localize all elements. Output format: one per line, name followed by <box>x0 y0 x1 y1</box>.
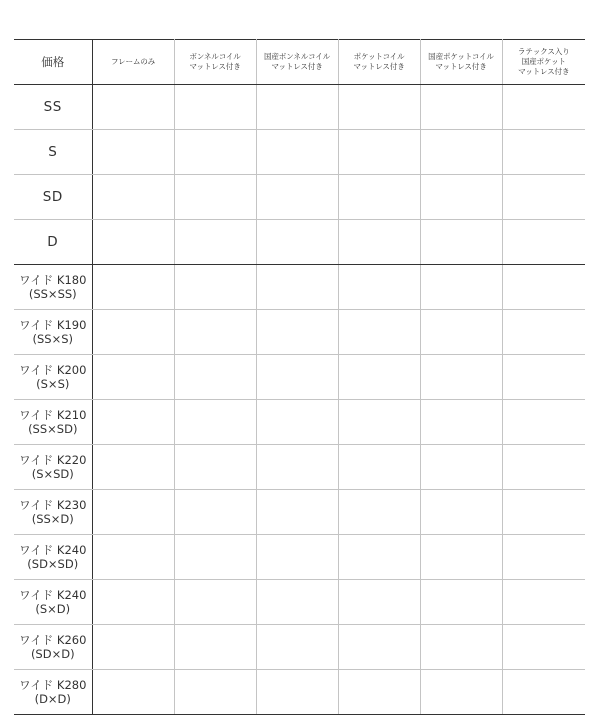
wide-size-label <box>14 310 92 355</box>
wide-size-label <box>14 625 92 670</box>
header-option-line: フレームのみ <box>110 57 156 66</box>
size-row-ss <box>14 85 585 130</box>
price-cell <box>92 355 174 400</box>
wide-size-combo: (SS×D) <box>31 512 74 526</box>
price-cell <box>338 265 420 310</box>
price-cell <box>420 535 502 580</box>
price-cell <box>420 85 502 130</box>
header-option-line: 国産ポケットコイル <box>428 52 494 61</box>
price-cell <box>502 220 585 265</box>
price-cell <box>420 355 502 400</box>
wide-size-combo: (SS×SS) <box>28 287 77 301</box>
size-label: SS <box>14 85 92 130</box>
price-cell <box>256 625 338 670</box>
wide-size-label <box>14 490 92 535</box>
header-option-domestic-bonnell <box>256 40 338 85</box>
price-cell <box>174 400 256 445</box>
price-table <box>14 39 585 715</box>
wide-size-name: ワイド K240 <box>19 588 87 602</box>
header-option-line: ポケットコイル <box>353 52 405 61</box>
wide-size-combo: (SD×SD) <box>27 557 79 571</box>
price-cell <box>174 625 256 670</box>
wide-row-k200 <box>14 355 585 400</box>
wide-row-k240-sdsd <box>14 535 585 580</box>
wide-size-label <box>14 535 92 580</box>
price-cell <box>338 175 420 220</box>
wide-row-k230 <box>14 490 585 535</box>
wide-size-label <box>14 400 92 445</box>
price-cell <box>338 580 420 625</box>
price-cell <box>338 310 420 355</box>
wide-size-name: ワイド K190 <box>19 318 87 332</box>
price-cell <box>174 130 256 175</box>
price-cell <box>92 175 174 220</box>
wide-size-label <box>14 580 92 625</box>
header-option-latex-domestic-pocket <box>502 40 585 85</box>
price-cell <box>338 535 420 580</box>
price-cell <box>256 535 338 580</box>
header-option-line: ボンネルコイル <box>189 52 241 61</box>
wide-size-combo: (SD×D) <box>30 647 75 661</box>
size-row-s <box>14 130 585 175</box>
price-cell <box>256 85 338 130</box>
price-cell <box>420 490 502 535</box>
price-cell <box>92 535 174 580</box>
price-cell <box>256 355 338 400</box>
size-label: S <box>14 130 92 175</box>
header-row <box>14 40 585 85</box>
price-cell <box>174 85 256 130</box>
price-cell <box>92 445 174 490</box>
price-cell <box>338 670 420 715</box>
header-option-line: マットレス付き <box>518 67 570 76</box>
header-option-bonnell <box>174 40 256 85</box>
price-cell <box>420 175 502 220</box>
price-cell <box>420 580 502 625</box>
header-option-frame-only <box>92 40 174 85</box>
price-cell <box>420 445 502 490</box>
header-option-line: ラテックス入り <box>517 47 570 56</box>
price-cell <box>256 400 338 445</box>
wide-size-name: ワイド K230 <box>19 498 87 512</box>
header-option-line: マットレス付き <box>353 62 405 71</box>
price-cell <box>420 400 502 445</box>
price-cell <box>502 400 585 445</box>
header-option-line: 国産ボンネルコイル <box>263 52 331 61</box>
price-cell <box>502 580 585 625</box>
price-cell <box>338 85 420 130</box>
price-cell <box>338 445 420 490</box>
wide-size-combo: (SS×S) <box>32 332 73 346</box>
wide-size-label <box>14 355 92 400</box>
price-cell <box>256 130 338 175</box>
wide-size-name: ワイド K210 <box>19 408 87 422</box>
size-row-d <box>14 220 585 265</box>
header-option-line: マットレス付き <box>435 62 487 71</box>
price-cell <box>92 490 174 535</box>
price-cell <box>174 670 256 715</box>
price-cell <box>92 580 174 625</box>
price-cell <box>174 220 256 265</box>
price-cell <box>502 535 585 580</box>
wide-row-k180 <box>14 265 585 310</box>
wide-size-label <box>14 445 92 490</box>
price-cell <box>174 265 256 310</box>
wide-size-name: ワイド K280 <box>19 678 87 692</box>
wide-row-k210 <box>14 400 585 445</box>
price-cell <box>174 355 256 400</box>
wide-size-name: ワイド K200 <box>19 363 87 377</box>
size-label: SD <box>14 175 92 220</box>
price-cell <box>174 445 256 490</box>
price-cell <box>502 670 585 715</box>
price-cell <box>92 400 174 445</box>
header-option-pocket <box>338 40 420 85</box>
price-cell <box>502 445 585 490</box>
price-cell <box>420 265 502 310</box>
price-cell <box>256 175 338 220</box>
price-cell <box>92 220 174 265</box>
price-cell <box>338 355 420 400</box>
size-row-sd <box>14 175 585 220</box>
price-cell <box>174 580 256 625</box>
price-cell <box>174 535 256 580</box>
price-cell <box>174 175 256 220</box>
table-body <box>14 85 585 715</box>
wide-row-k220 <box>14 445 585 490</box>
wide-size-label <box>14 670 92 715</box>
price-cell <box>92 130 174 175</box>
wide-size-combo: (SS×SD) <box>28 422 78 436</box>
wide-row-k280 <box>14 670 585 715</box>
wide-row-k260 <box>14 625 585 670</box>
size-label: D <box>14 220 92 265</box>
price-cell <box>92 625 174 670</box>
wide-size-combo: (S×SD) <box>31 467 74 481</box>
price-cell <box>92 310 174 355</box>
header-option-line: 国産ポケット <box>521 57 566 66</box>
wide-size-name: ワイド K240 <box>19 543 87 557</box>
price-cell <box>420 220 502 265</box>
price-cell <box>338 130 420 175</box>
price-cell <box>256 220 338 265</box>
price-cell <box>338 625 420 670</box>
wide-size-combo: (S×S) <box>36 377 70 391</box>
price-cell <box>502 85 585 130</box>
price-cell <box>256 670 338 715</box>
price-cell <box>256 445 338 490</box>
header-price-label: 価格 <box>14 40 92 85</box>
price-cell <box>502 310 585 355</box>
price-cell <box>420 670 502 715</box>
price-cell <box>92 265 174 310</box>
header-option-line: マットレス付き <box>271 62 323 71</box>
header-option-domestic-pocket <box>420 40 502 85</box>
wide-size-combo: (D×D) <box>34 692 71 706</box>
price-cell <box>420 625 502 670</box>
price-cell <box>338 400 420 445</box>
wide-size-label <box>14 265 92 310</box>
price-cell <box>174 490 256 535</box>
price-cell <box>420 310 502 355</box>
wide-size-name: ワイド K260 <box>19 633 87 647</box>
price-cell <box>502 625 585 670</box>
price-cell <box>502 175 585 220</box>
price-cell <box>338 220 420 265</box>
price-cell <box>256 580 338 625</box>
price-cell <box>92 85 174 130</box>
price-cell <box>92 670 174 715</box>
price-cell <box>502 490 585 535</box>
wide-row-k190 <box>14 310 585 355</box>
price-cell <box>502 265 585 310</box>
wide-size-name: ワイド K220 <box>19 453 87 467</box>
price-cell <box>256 310 338 355</box>
price-cell <box>338 490 420 535</box>
price-cell <box>256 490 338 535</box>
price-cell <box>256 265 338 310</box>
wide-size-name: ワイド K180 <box>19 273 87 287</box>
price-cell <box>420 130 502 175</box>
price-cell <box>502 355 585 400</box>
price-cell <box>174 310 256 355</box>
price-cell <box>502 130 585 175</box>
wide-size-combo: (S×D) <box>35 602 71 616</box>
wide-row-k240-sd <box>14 580 585 625</box>
header-option-line: マットレス付き <box>189 62 241 71</box>
